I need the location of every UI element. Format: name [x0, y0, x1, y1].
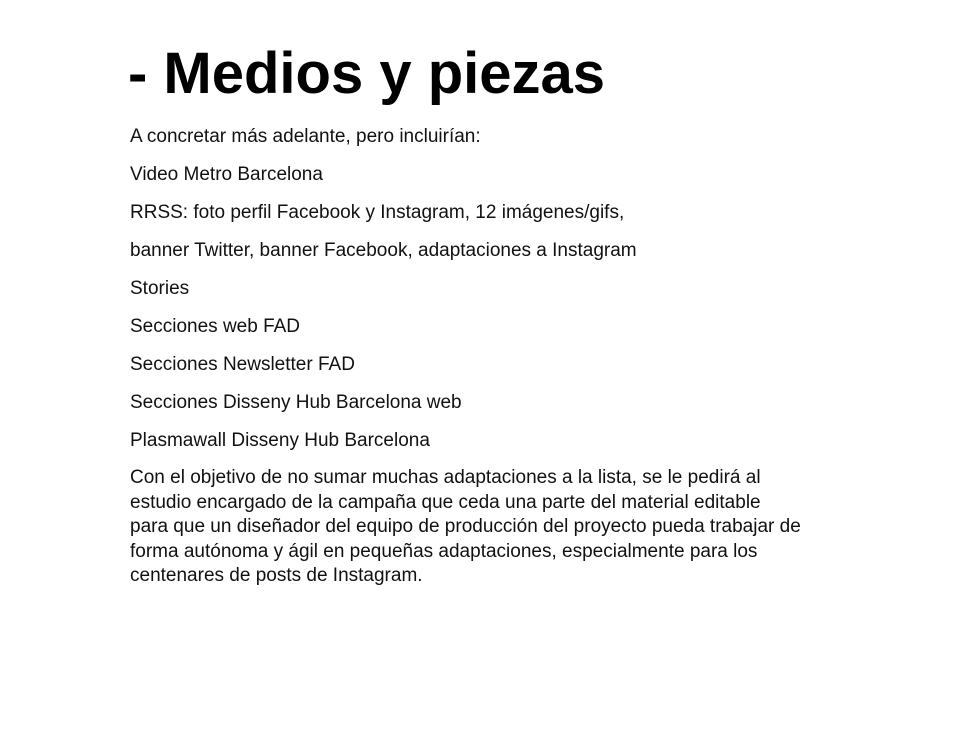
list-item: Stories: [130, 278, 190, 299]
list-item: RRSS: foto perfil Facebook y Instagram, 12 imágenes/gifs,: [130, 202, 625, 223]
list-item: Plasmawall Disseny Hub Barcelona: [130, 430, 430, 451]
closing-paragraph: [130, 466, 850, 589]
list-item: Secciones web FAD: [130, 316, 301, 337]
list-item: Secciones Newsletter FAD: [130, 354, 355, 375]
paragraph-line: forma autónoma y ágil en pequeñas adaptaciones, especialmente para los: [130, 540, 758, 562]
list-item: banner Twitter, banner Facebook, adaptaciones a Instagram: [130, 240, 637, 261]
intro-line: A concretar más adelante, pero incluirían:: [130, 126, 481, 147]
paragraph-line: Con el objetivo de no sumar muchas adaptaciones a la lista, se le pedirá al: [130, 467, 761, 488]
list-item: Video Metro Barcelona: [130, 164, 323, 185]
paragraph-line: estudio encargado de la campaña que ceda una parte del material editable: [130, 491, 761, 513]
paragraph-line: para que un diseñador del equipo de producción del proyecto pueda trabajar de: [130, 516, 801, 537]
list-item: Secciones Disseny Hub Barcelona web: [130, 392, 462, 413]
page-title: - Medios y piezas: [128, 41, 606, 106]
paragraph-line: centenares de posts de Instagram.: [130, 565, 423, 586]
